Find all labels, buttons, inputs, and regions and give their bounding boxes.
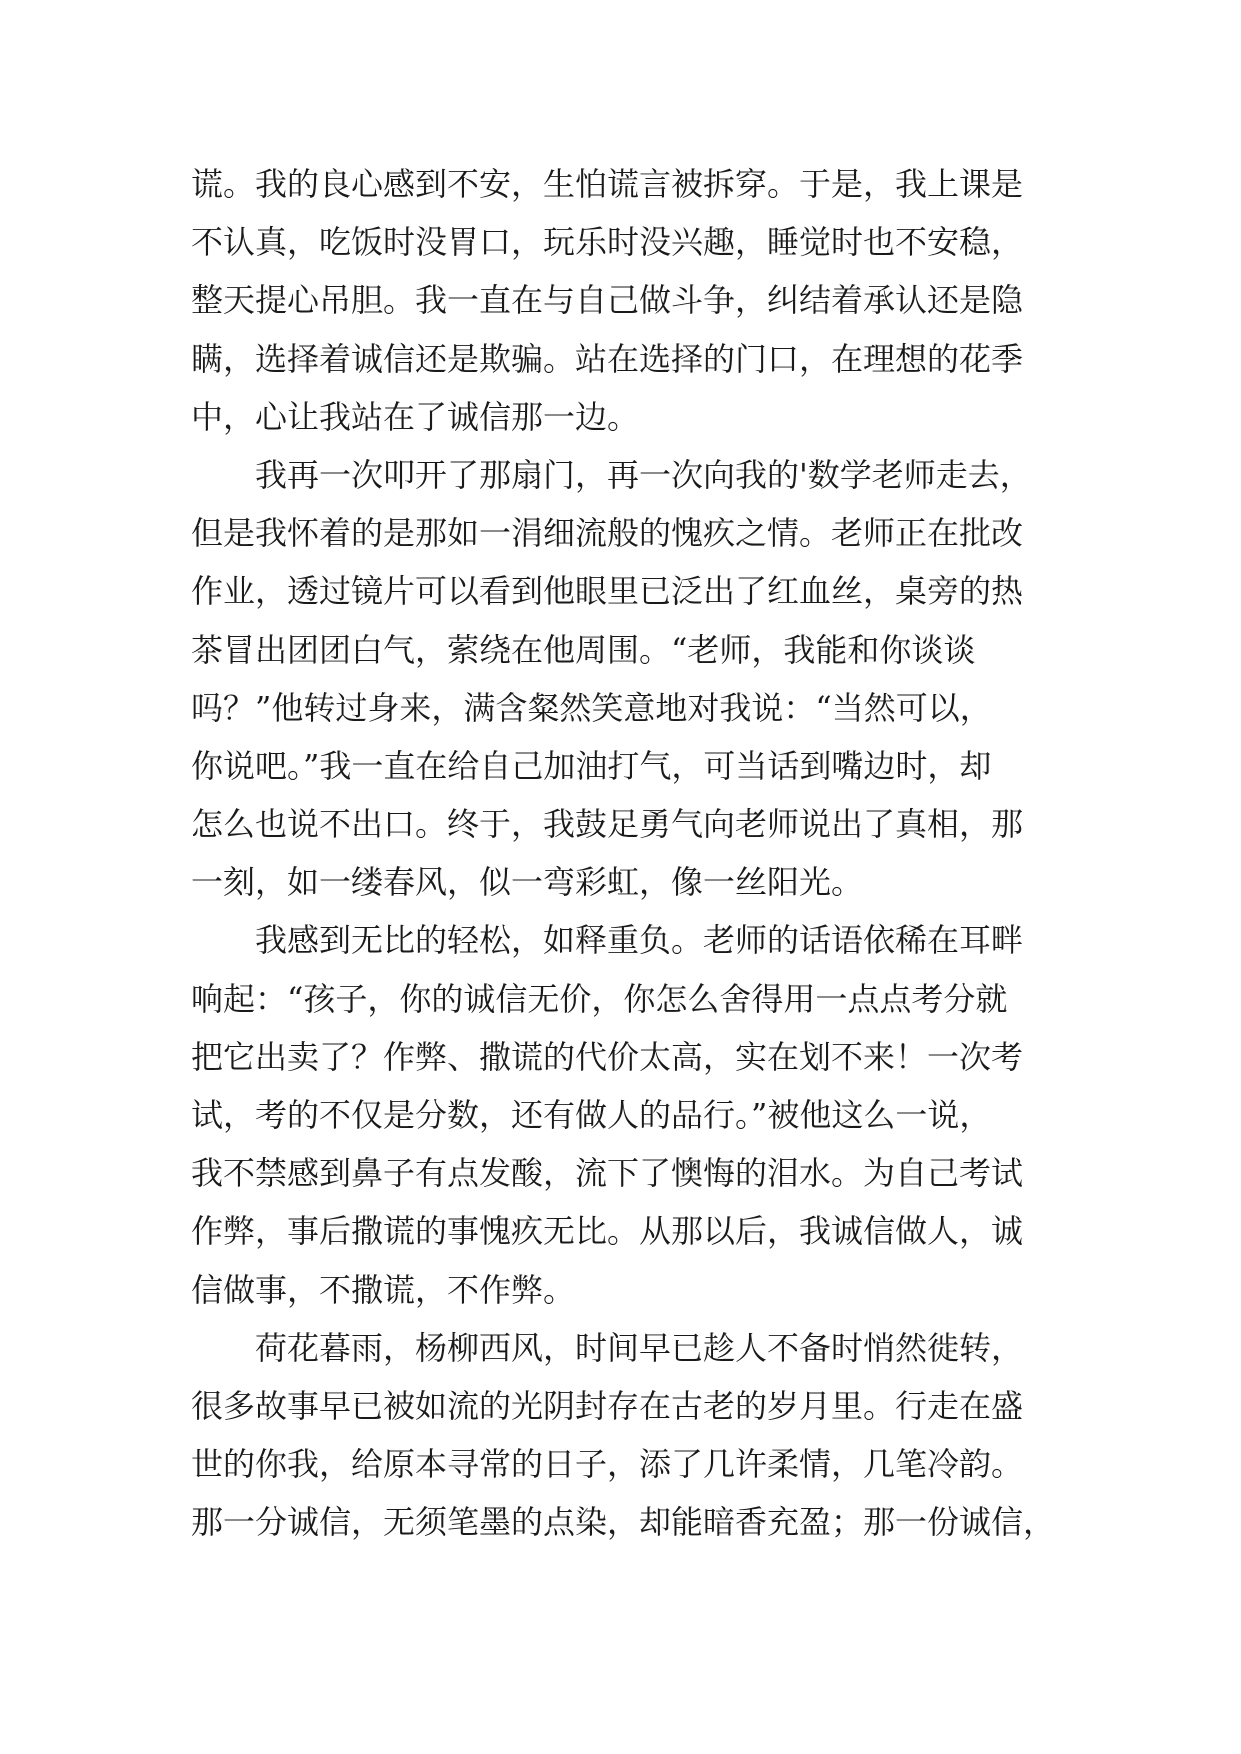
text-line: 怎么也说不出口。终于，我鼓足勇气向老师说出了真相，那 bbox=[191, 805, 1024, 844]
text-line: 你说吧。”我一直在给自己加油打气，可当话到嘴边时，却 bbox=[191, 746, 992, 785]
text-line: 响起：“孩子，你的诚信无价，你怎么舍得用一点点考分就 bbox=[191, 979, 1008, 1018]
text-line: 但是我怀着的是那如一涓细流般的愧疚之情。老师正在批改 bbox=[191, 514, 1024, 553]
text-line: 中，心让我站在了诚信那一边。 bbox=[191, 397, 640, 436]
document-body bbox=[191, 155, 1071, 1552]
text-line: 瞒，选择着诚信还是欺骗。站在选择的门口，在理想的花季 bbox=[191, 339, 1024, 378]
text-line: 那一分诚信，无须笔墨的点染，却能暗香充盈；那一份诚信， bbox=[191, 1503, 1056, 1542]
text-line: 把它出卖了？作弊、撒谎的代价太高，实在划不来！一次考 bbox=[191, 1037, 1024, 1076]
paragraph-first-line: 我感到无比的轻松，如释重负。老师的话语依稀在耳畔 bbox=[255, 921, 1024, 960]
text-line: 谎。我的良心感到不安，生怕谎言被拆穿。于是，我上课是 bbox=[191, 165, 1024, 203]
text-line: 吗？”他转过身来，满含粲然笑意地对我说：“当然可以， bbox=[191, 688, 992, 727]
text-line: 不认真，吃饭时没胃口，玩乐时没兴趣，睡觉时也不安稳， bbox=[191, 223, 1024, 262]
text-line: 世的你我，给原本寻常的日子，添了几许柔情，几笔冷韵。 bbox=[191, 1445, 1024, 1484]
text-line: 试，考的不仅是分数，还有做人的品行。”被他这么一说， bbox=[191, 1096, 992, 1134]
text-line: 作业，透过镜片可以看到他眼里已泛出了红血丝，桌旁的热 bbox=[191, 572, 1024, 611]
text-line: 信做事，不撒谎，不作弊。 bbox=[191, 1270, 576, 1309]
text-line: 一刻，如一缕春风，似一弯彩虹，像一丝阳光。 bbox=[191, 863, 864, 902]
text-line: 作弊，事后撒谎的事愧疚无比。从那以后，我诚信做人，诚 bbox=[191, 1212, 1024, 1251]
text-line: 茶冒出团团白气，萦绕在他周围。“老师，我能和你谈谈 bbox=[191, 630, 976, 669]
paragraph-first-line: 我再一次叩开了那扇门，再一次向我的'数学老师走去， bbox=[255, 455, 1032, 494]
text-line: 整天提心吊胆。我一直在与自己做斗争，纠结着承认还是隐 bbox=[191, 281, 1024, 320]
text-line: 很多故事早已被如流的光阴封存在古老的岁月里。行走在盛 bbox=[191, 1386, 1024, 1425]
paragraph-first-line: 荷花暮雨，杨柳西风，时间早已趁人不备时悄然徙转， bbox=[255, 1328, 1024, 1367]
text-line: 我不禁感到鼻子有点发酸，流下了懊悔的泪水。为自己考试 bbox=[191, 1154, 1024, 1193]
